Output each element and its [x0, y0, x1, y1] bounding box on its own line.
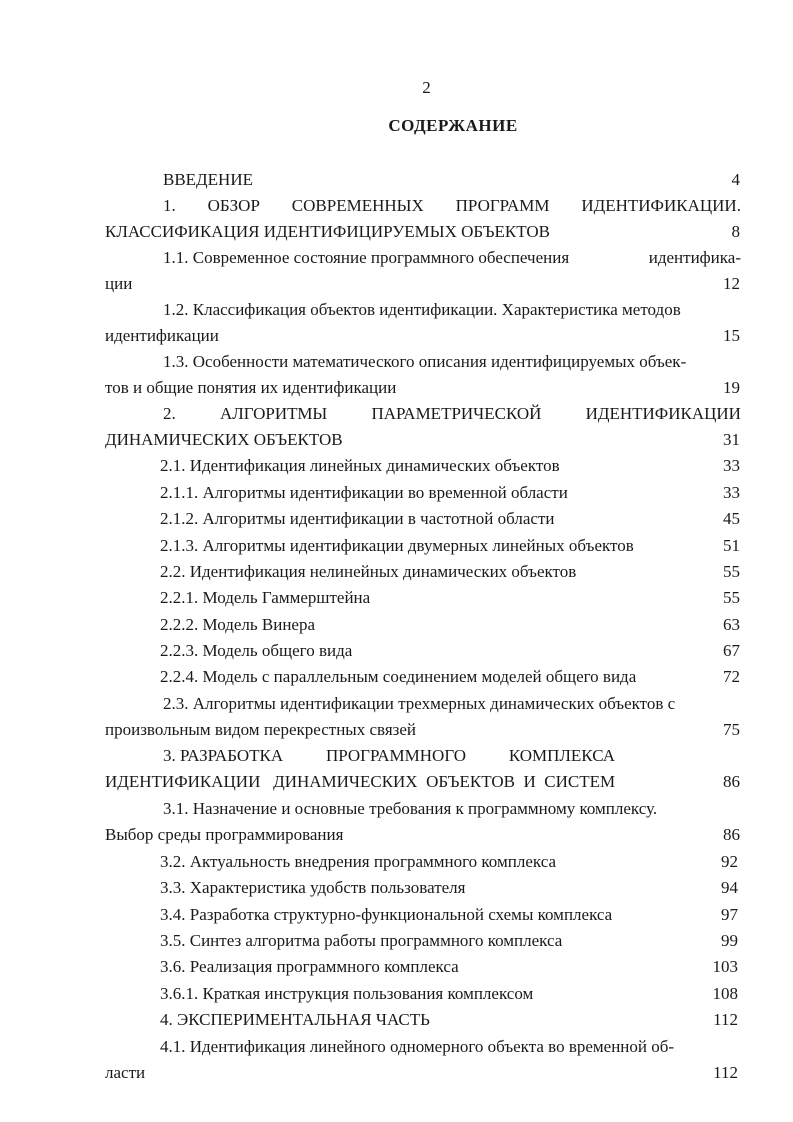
toc-entry-page: 75: [723, 720, 740, 739]
toc-entry-label: 2.3. Алгоритмы идентификации трехмерных динамических объектов с: [163, 694, 676, 713]
toc-entry-label: Выбор среды программирования: [105, 825, 344, 844]
toc-entry-s4-1-line2: [105, 1061, 738, 1085]
toc-entry-page: 12: [723, 274, 740, 293]
toc-entry-page: 99: [721, 931, 738, 950]
toc-entry-label: идентификации: [105, 326, 219, 345]
toc-entry-s3-1-line2: [105, 823, 740, 847]
toc-entry-label: 2.1.3. Алгоритмы идентификации двумерных линейных объектов: [160, 536, 634, 555]
toc-word: ОБЗОР: [207, 196, 260, 215]
toc-entry-label: 3.6. Реализация программного комплекса: [160, 957, 459, 976]
toc-entry-s3-line2: [105, 770, 740, 794]
toc-entry-page: 51: [723, 536, 740, 555]
toc-entry-s2-1: [160, 454, 740, 478]
toc-entry-s2-2: [160, 560, 740, 584]
toc-entry-page: 72: [723, 667, 740, 686]
toc-entry-s1-line2: [105, 220, 740, 244]
toc-entry-label: произвольным видом перекрестных связей: [105, 720, 417, 739]
toc-entry-label: ИДЕНТИФИКАЦИИ ДИНАМИЧЕСКИХ ОБЪЕКТОВ И СИСТЕМ: [105, 772, 616, 791]
toc-word: 3. РАЗРАБОТКА: [163, 746, 284, 765]
page-title: СОДЕРЖАНИЕ: [388, 116, 518, 135]
toc-entry-label: 3.5. Синтез алгоритма работы программного комплекса: [160, 931, 563, 950]
toc-entry-s1-1-line1: [163, 246, 741, 270]
toc-word: 1.: [163, 196, 176, 215]
toc-entry-page: 92: [721, 852, 738, 871]
toc-entry-label: ции: [105, 274, 133, 293]
toc-entry-s2-2-3: [160, 639, 740, 663]
page-number: 2: [422, 78, 431, 97]
toc-entry-s3-1-line1: [163, 797, 741, 821]
toc-entry-label: 2.2.1. Модель Гаммерштейна: [160, 588, 371, 607]
toc-entry-label: 2.1.1. Алгоритмы идентификации во временной области: [160, 483, 568, 502]
toc-entry-s3-6-1: [160, 982, 738, 1006]
toc-entry-label: 2.2.2. Модель Винера: [160, 615, 316, 634]
toc-word: ИДЕНТИФИКАЦИИ.: [581, 196, 741, 215]
toc-entry-s2-2-4: [160, 665, 740, 689]
toc-entry-label-cont: идентифика-: [648, 248, 741, 267]
toc-entry-s2-1-3: [160, 534, 740, 558]
toc-entry-page: 55: [723, 588, 740, 607]
toc-word: ПРОГРАММНОГО: [325, 746, 467, 765]
toc-entry-page: 112: [713, 1010, 738, 1029]
toc-entry-page: 15: [723, 326, 740, 345]
toc-entry-page: 4: [731, 170, 740, 189]
toc-entry-label: 2.1. Идентификация линейных динамических объектов: [160, 456, 560, 475]
toc-entry-s2-1-1: [160, 481, 740, 505]
toc-entry-label: 1.3. Особенности математического описания идентифицируемых объек-: [163, 352, 687, 371]
toc-entry-s4: [160, 1008, 738, 1032]
toc-entry-page: 86: [723, 772, 740, 791]
toc-entry-s2-3-line1: [163, 692, 741, 716]
toc-word: ПРОГРАММ: [455, 196, 550, 215]
toc-entry-s2-1-2: [160, 507, 740, 531]
toc-entry-s4-1-line1: [160, 1035, 741, 1059]
toc-entry-page: 103: [712, 957, 738, 976]
toc-entry-s1-3-line1: [163, 350, 741, 374]
toc-entry-page: 63: [723, 615, 740, 634]
toc-entry-label: 3.3. Характеристика удобств пользователя: [160, 878, 466, 897]
toc-entry-label: ДИНАМИЧЕСКИХ ОБЪЕКТОВ: [105, 430, 343, 449]
toc-entry-intro: [163, 168, 740, 192]
toc-entry-s3-line1: [163, 744, 615, 768]
toc-entry-label: 2.2.3. Модель общего вида: [160, 641, 353, 660]
toc-entry-label: 3.1. Назначение и основные требования к программному комплексу.: [163, 799, 658, 818]
toc-entry-page: 112: [713, 1063, 738, 1082]
toc-entry-s2-2-2: [160, 613, 740, 637]
toc-entry-page: 94: [721, 878, 738, 897]
toc-entry-page: 19: [723, 378, 740, 397]
toc-word: 2.: [163, 404, 176, 423]
toc-entry-label: 1.1. Современное состояние программного обеспечения: [163, 248, 570, 267]
toc-entry-s3-3: [160, 876, 738, 900]
toc-entry-page: 86: [723, 825, 740, 844]
toc-entry-s1-2-line1: [163, 298, 741, 322]
toc-entry-label: 3.2. Актуальность внедрения программного комплекса: [160, 852, 556, 871]
toc-entry-page: 67: [723, 641, 740, 660]
toc-entry-page: 97: [721, 905, 738, 924]
toc-entry-label: 2.2.4. Модель с параллельным соединением моделей общего вида: [160, 667, 637, 686]
toc-word: ПАРАМЕТРИЧЕСКОЙ: [371, 404, 542, 423]
toc-entry-s1-line1: [163, 194, 741, 218]
toc-entry-label: тов и общие понятия их идентификации: [105, 378, 397, 397]
toc-entry-page: 31: [723, 430, 740, 449]
toc-entry-s1-2-line2: [105, 324, 740, 348]
toc-entry-s3-6: [160, 955, 738, 979]
toc-entry-s2-line1: [163, 402, 741, 426]
toc-entry-label: ВВЕДЕНИЕ: [163, 170, 253, 189]
toc-entry-s2-line2: [105, 428, 740, 452]
toc-entry-s3-4: [160, 903, 738, 927]
toc-entry-label: 1.2. Классификация объектов идентификации. Характеристика методов: [163, 300, 681, 319]
toc-entry-s2-3-line2: [105, 718, 740, 742]
toc-entry-page: 33: [723, 483, 740, 502]
toc-entry-s1-3-line2: [105, 376, 740, 400]
toc-entry-s3-5: [160, 929, 738, 953]
toc-word: СОВРЕМЕННЫХ: [291, 196, 424, 215]
toc-word: АЛГОРИТМЫ: [219, 404, 328, 423]
toc-word: КОМПЛЕКСА: [508, 746, 615, 765]
toc-entry-label: 3.4. Разработка структурно-функциональной схемы комплекса: [160, 905, 613, 924]
toc-entry-page: 108: [712, 984, 738, 1003]
toc-entry-s3-2: [160, 850, 738, 874]
toc-entry-label: 2.1.2. Алгоритмы идентификации в частотной области: [160, 509, 555, 528]
toc-entry-s2-2-1: [160, 586, 740, 610]
toc-entry-page: 8: [731, 222, 740, 241]
toc-entry-page: 55: [723, 562, 740, 581]
toc-entry-label: 2.2. Идентификация нелинейных динамических объектов: [160, 562, 577, 581]
toc-entry-label: ласти: [105, 1063, 146, 1082]
toc-entry-label: КЛАССИФИКАЦИЯ ИДЕНТИФИЦИРУЕМЫХ ОБЪЕКТОВ: [105, 222, 550, 241]
toc-entry-page: 45: [723, 509, 740, 528]
toc-entry-label: 4. ЭКСПЕРИМЕНТАЛЬНАЯ ЧАСТЬ: [160, 1010, 430, 1029]
toc-word: ИДЕНТИФИКАЦИИ: [585, 404, 741, 423]
toc-entry-s1-1-line2: [105, 272, 740, 296]
toc-entry-page: 33: [723, 456, 740, 475]
toc-entry-label: 4.1. Идентификация линейного одномерного объекта во временной об-: [160, 1037, 675, 1056]
toc-entry-label: 3.6.1. Краткая инструкция пользования комплексом: [160, 984, 534, 1003]
